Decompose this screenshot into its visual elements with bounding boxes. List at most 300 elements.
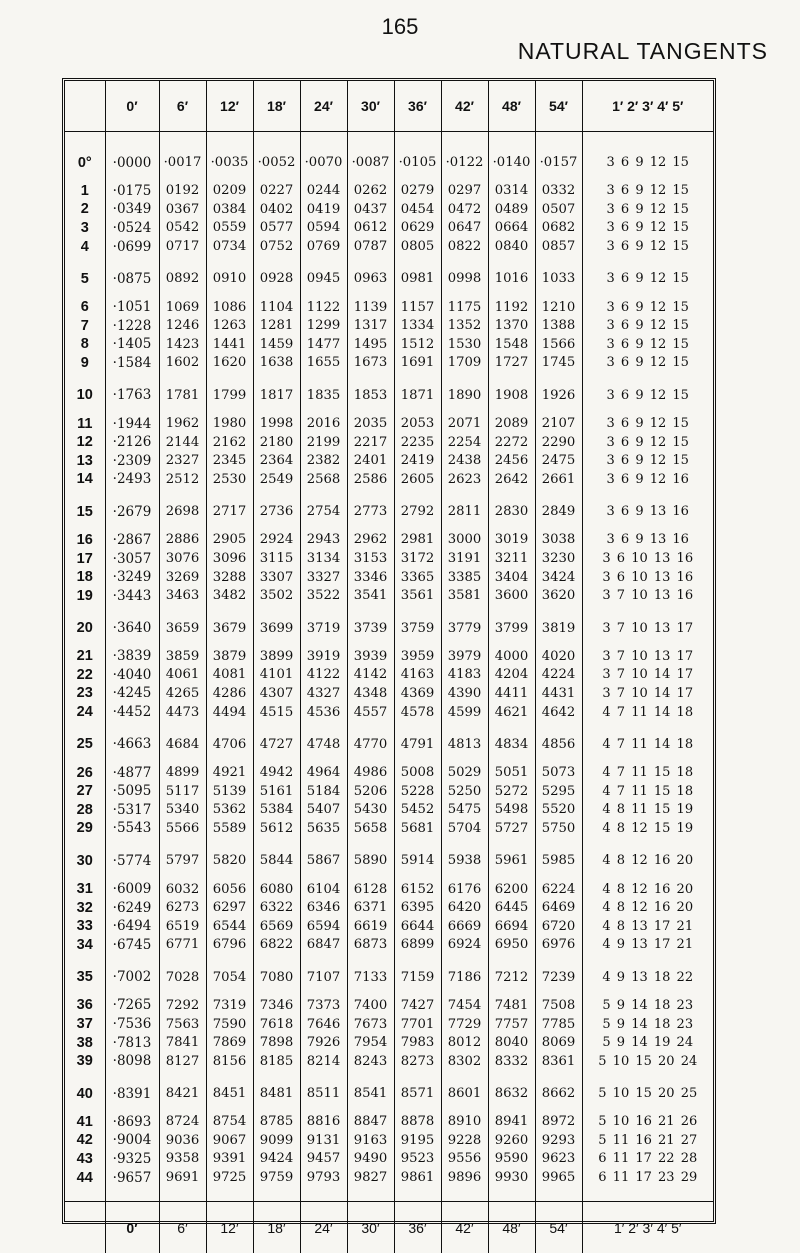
spacer-cell — [159, 1191, 206, 1202]
footer-minute: 30′ — [347, 1201, 394, 1253]
tangent-value: 7319 — [206, 996, 253, 1015]
tangent-value: 3385 — [441, 568, 488, 587]
table-row — [65, 958, 713, 996]
row-mean-differences: 5 9 14 18 23 — [582, 996, 713, 1015]
tangent-value: 7618 — [253, 1015, 300, 1034]
tangent-value: 0805 — [394, 237, 441, 256]
tangent-value: 1781 — [159, 376, 206, 414]
tangent-value: 1602 — [159, 354, 206, 373]
tangent-value: 4964 — [300, 763, 347, 782]
tangent-value: 1980 — [206, 414, 253, 433]
tangent-value: ·8098 — [105, 1052, 159, 1071]
tangent-value: 4265 — [159, 684, 206, 703]
tangent-value: 9067 — [206, 1131, 253, 1150]
table-row — [65, 414, 713, 433]
tangent-value: 1175 — [441, 298, 488, 317]
tangent-value: ·9657 — [105, 1168, 159, 1187]
row-degree: 37 — [76, 1016, 93, 1033]
tangent-value: 2419 — [394, 451, 441, 470]
tangent-value: 4684 — [159, 725, 206, 763]
tangent-value: 4557 — [347, 703, 394, 722]
footer-minute: 42′ — [441, 1201, 488, 1253]
table-row — [65, 609, 713, 647]
row-mean-differences: 3 6 9 13 16 — [582, 531, 713, 550]
tangent-value: 2530 — [206, 470, 253, 489]
tangent-value: 4599 — [441, 703, 488, 722]
tangent-value: 3134 — [300, 549, 347, 568]
table-row — [65, 703, 713, 722]
tangent-value: 5681 — [394, 819, 441, 838]
table-row — [65, 1075, 713, 1113]
tangent-value: 6346 — [300, 898, 347, 917]
tangent-value: 7186 — [441, 958, 488, 996]
tangent-value: 8069 — [535, 1033, 582, 1052]
row-mean-differences: 4 8 11 15 19 — [582, 801, 713, 820]
tangent-value: 3779 — [441, 609, 488, 647]
tangent-value: ·1763 — [105, 376, 159, 414]
row-degree: 18 — [76, 569, 93, 586]
table-row — [65, 451, 713, 470]
table-row — [65, 354, 713, 373]
tangent-value: 5161 — [253, 782, 300, 801]
tangent-value: 0454 — [394, 200, 441, 219]
tangent-value: 5938 — [441, 842, 488, 880]
tangent-value: 4578 — [394, 703, 441, 722]
row-degree: 17 — [76, 550, 93, 567]
tangent-value: 1033 — [535, 260, 582, 298]
tangent-value: 7054 — [206, 958, 253, 996]
tangent-value: 4621 — [488, 703, 535, 722]
tangent-value: 0472 — [441, 200, 488, 219]
tangent-value: ·0699 — [105, 237, 159, 256]
table-row — [65, 1015, 713, 1034]
tangent-value: 2016 — [300, 414, 347, 433]
row-degree: 22 — [76, 666, 93, 683]
tangent-value: 2981 — [394, 531, 441, 550]
tangent-value: 1139 — [347, 298, 394, 317]
tangent-value: 2943 — [300, 531, 347, 550]
tangent-value: 4856 — [535, 725, 582, 763]
tangent-value: 1998 — [253, 414, 300, 433]
tangent-value: 7869 — [206, 1033, 253, 1052]
tangent-value: 3919 — [300, 647, 347, 666]
tangent-value: 1745 — [535, 354, 582, 373]
row-degree: 36 — [76, 997, 93, 1014]
tangent-value: 2924 — [253, 531, 300, 550]
tangent-value: 9391 — [206, 1150, 253, 1169]
tangent-value: 1495 — [347, 335, 394, 354]
tangent-value: 8601 — [441, 1075, 488, 1113]
row-degree: 1 — [80, 182, 89, 199]
table-row — [65, 433, 713, 452]
tangent-value: 3000 — [441, 531, 488, 550]
header-minute: 18′ — [253, 81, 300, 131]
tangent-value: 6569 — [253, 917, 300, 936]
footer-minute: 0′ — [105, 1201, 159, 1253]
tangent-value: 1477 — [300, 335, 347, 354]
tangent-value: 6469 — [535, 898, 582, 917]
tangent-value: 5658 — [347, 819, 394, 838]
tangent-value: 0577 — [253, 219, 300, 238]
row-degree: 23 — [76, 685, 93, 702]
tangent-value: 2254 — [441, 433, 488, 452]
spacer-cell — [347, 1191, 394, 1202]
tangent-value: 5635 — [300, 819, 347, 838]
tangent-value: 5272 — [488, 782, 535, 801]
table-row — [65, 219, 713, 238]
tangent-value: 5820 — [206, 842, 253, 880]
tangent-value: 2623 — [441, 470, 488, 489]
tangent-value: ·5774 — [105, 842, 159, 880]
tangent-value: 9623 — [535, 1150, 582, 1169]
footer-minute: 12′ — [206, 1201, 253, 1253]
spacer-cell — [347, 131, 394, 144]
tangent-value: 8972 — [535, 1113, 582, 1132]
tangent-value: 5520 — [535, 801, 582, 820]
tangent-value: 3819 — [535, 609, 582, 647]
tangent-value: 4770 — [347, 725, 394, 763]
row-degree: 3 — [80, 219, 89, 236]
row-degree: 10 — [76, 387, 93, 404]
footer-corner — [65, 1201, 105, 1253]
tangent-value: 8040 — [488, 1033, 535, 1052]
row-mean-differences: 3 6 9 12 15 — [582, 237, 713, 256]
tangent-value: 4327 — [300, 684, 347, 703]
tangent-value: 0209 — [206, 182, 253, 201]
tangent-value: ·4452 — [105, 703, 159, 722]
row-degree: 7 — [80, 317, 89, 334]
tangent-value: 5407 — [300, 801, 347, 820]
row-mean-differences: 5 10 15 20 24 — [582, 1052, 713, 1071]
table-row — [65, 316, 713, 335]
tangent-value: 6694 — [488, 917, 535, 936]
tangent-value: 4813 — [441, 725, 488, 763]
tangent-value: 4515 — [253, 703, 300, 722]
row-degree: 35 — [76, 969, 93, 986]
tangent-value: 9759 — [253, 1168, 300, 1187]
tangent-value: 5475 — [441, 801, 488, 820]
tangent-value: 6395 — [394, 898, 441, 917]
tangent-value: ·2126 — [105, 433, 159, 452]
tangent-value: 9793 — [300, 1168, 347, 1187]
tangent-value: 1853 — [347, 376, 394, 414]
row-mean-differences: 4 8 12 15 19 — [582, 819, 713, 838]
tangent-value: 0981 — [394, 260, 441, 298]
tangent-value: 2401 — [347, 451, 394, 470]
header-corner — [65, 81, 105, 131]
tangent-value: 3230 — [535, 549, 582, 568]
tangent-value: ·1228 — [105, 316, 159, 335]
tangent-value: 1441 — [206, 335, 253, 354]
table-row — [65, 1033, 713, 1052]
row-mean-differences: 3 6 9 13 16 — [582, 493, 713, 531]
tangent-value: 4942 — [253, 763, 300, 782]
row-mean-differences: 3 6 9 12 15 — [582, 298, 713, 317]
tangent-value: ·2493 — [105, 470, 159, 489]
tangent-value: 9457 — [300, 1150, 347, 1169]
tangent-value: 3172 — [394, 549, 441, 568]
tangent-value: 4390 — [441, 684, 488, 703]
tangent-value: 7701 — [394, 1015, 441, 1034]
table-row — [65, 666, 713, 685]
row-mean-differences: 3 6 9 12 15 — [582, 219, 713, 238]
tangent-value: 7926 — [300, 1033, 347, 1052]
tangent-value: 2217 — [347, 433, 394, 452]
row-degree: 9 — [80, 354, 89, 371]
tangent-value: 6619 — [347, 917, 394, 936]
row-degree: 30 — [76, 852, 93, 869]
tangent-value: 1926 — [535, 376, 582, 414]
tangent-value: ·6494 — [105, 917, 159, 936]
tangent-value: 2475 — [535, 451, 582, 470]
tangent-value: ·0122 — [441, 144, 488, 182]
table-row — [65, 842, 713, 880]
tangent-value: 1388 — [535, 316, 582, 335]
row-mean-differences: 4 8 12 16 20 — [582, 898, 713, 917]
tangent-value: 8361 — [535, 1052, 582, 1071]
tangent-value: 8847 — [347, 1113, 394, 1132]
row-degree: 29 — [76, 820, 93, 837]
tangent-value: 4834 — [488, 725, 535, 763]
tangent-value: 5890 — [347, 842, 394, 880]
tangent-value: 1962 — [159, 414, 206, 433]
tangent-value: 1263 — [206, 316, 253, 335]
tangent-value: 9099 — [253, 1131, 300, 1150]
tangent-value: ·8391 — [105, 1075, 159, 1113]
row-degree: 13 — [76, 452, 93, 469]
tangent-value: 4307 — [253, 684, 300, 703]
row-mean-differences: 3 6 9 12 15 — [582, 414, 713, 433]
row-mean-differences: 3 6 9 12 16 — [582, 470, 713, 489]
table-row — [65, 237, 713, 256]
tangent-value: 2849 — [535, 493, 582, 531]
tangent-value: 4081 — [206, 666, 253, 685]
tangent-value: 4986 — [347, 763, 394, 782]
tangent-value: 0594 — [300, 219, 347, 238]
tangent-value: 2107 — [535, 414, 582, 433]
table-row — [65, 1113, 713, 1132]
tangent-value: 2180 — [253, 433, 300, 452]
tangent-value: 6056 — [206, 880, 253, 899]
table-row — [65, 801, 713, 820]
tangent-value: 7346 — [253, 996, 300, 1015]
tangent-value: 3959 — [394, 647, 441, 666]
tangent-value: 6224 — [535, 880, 582, 899]
tangent-value: 8785 — [253, 1113, 300, 1132]
row-degree: 40 — [76, 1085, 93, 1102]
tangent-value: ·6249 — [105, 898, 159, 917]
tangent-value: 1890 — [441, 376, 488, 414]
tangent-value: ·1051 — [105, 298, 159, 317]
tangent-value: 1620 — [206, 354, 253, 373]
row-degree: 27 — [76, 783, 93, 800]
tangent-value: 4899 — [159, 763, 206, 782]
tangent-value: 6644 — [394, 917, 441, 936]
row-degree: 20 — [76, 620, 93, 636]
tangent-value: 7983 — [394, 1033, 441, 1052]
tangent-value: 7454 — [441, 996, 488, 1015]
tangent-value: 6445 — [488, 898, 535, 917]
tangent-value: 0507 — [535, 200, 582, 219]
tangent-value: ·0087 — [347, 144, 394, 182]
tangent-value: 9590 — [488, 1150, 535, 1169]
tangent-value: 7239 — [535, 958, 582, 996]
tangent-value: 6371 — [347, 898, 394, 917]
row-mean-differences: 4 7 11 14 18 — [582, 725, 713, 763]
row-degree: 6 — [80, 299, 89, 316]
tangent-value: 2272 — [488, 433, 535, 452]
tangent-value: 4204 — [488, 666, 535, 685]
tangent-value: ·4877 — [105, 763, 159, 782]
tangent-value: 3038 — [535, 531, 582, 550]
row-mean-differences: 3 6 9 12 15 — [582, 451, 713, 470]
tangent-value: 9556 — [441, 1150, 488, 1169]
tangent-value: 8941 — [488, 1113, 535, 1132]
tangent-value: 5073 — [535, 763, 582, 782]
tangent-value: 1871 — [394, 376, 441, 414]
spacer-cell — [488, 131, 535, 144]
table-row — [65, 470, 713, 489]
row-degree: 31 — [76, 881, 93, 898]
tangent-value: 1835 — [300, 376, 347, 414]
tangent-value: 6822 — [253, 936, 300, 955]
table-row — [65, 898, 713, 917]
tangent-value: ·7002 — [105, 958, 159, 996]
table-row — [65, 298, 713, 317]
tangent-value: 6873 — [347, 936, 394, 955]
tangent-value: 7563 — [159, 1015, 206, 1034]
row-mean-differences: 3 7 10 13 17 — [582, 609, 713, 647]
tangent-value: 9131 — [300, 1131, 347, 1150]
tangent-value: 3096 — [206, 549, 253, 568]
tangent-value: 1299 — [300, 316, 347, 335]
tangent-value: 4122 — [300, 666, 347, 685]
tangent-value: 5498 — [488, 801, 535, 820]
tangent-value: 3979 — [441, 647, 488, 666]
tangent-value: ·0140 — [488, 144, 535, 182]
tangent-value: 0384 — [206, 200, 253, 219]
spacer-cell — [159, 131, 206, 144]
row-mean-differences: 6 11 17 22 28 — [582, 1150, 713, 1169]
tangent-value: 5295 — [535, 782, 582, 801]
tangent-value: 3346 — [347, 568, 394, 587]
tangent-value: 2605 — [394, 470, 441, 489]
tangent-value: 4791 — [394, 725, 441, 763]
row-degree: 28 — [76, 801, 93, 818]
tangent-value: 7133 — [347, 958, 394, 996]
tangent-value: ·5317 — [105, 801, 159, 820]
tangent-value: 8511 — [300, 1075, 347, 1113]
tangent-value: ·3839 — [105, 647, 159, 666]
tangent-value: ·0017 — [159, 144, 206, 182]
table-row — [65, 549, 713, 568]
tangent-value: 5228 — [394, 782, 441, 801]
tangent-value: 0419 — [300, 200, 347, 219]
tangent-value: 2586 — [347, 470, 394, 489]
tangent-value: 9523 — [394, 1150, 441, 1169]
tangent-value: 3759 — [394, 609, 441, 647]
footer-minute: 6′ — [159, 1201, 206, 1253]
tangent-value: 8632 — [488, 1075, 535, 1113]
tangent-value: 0489 — [488, 200, 535, 219]
row-mean-differences: 6 11 17 23 29 — [582, 1168, 713, 1187]
row-degree: 16 — [76, 531, 93, 548]
row-mean-differences: 4 8 13 17 21 — [582, 917, 713, 936]
tangent-value: 1512 — [394, 335, 441, 354]
tangent-value: 4411 — [488, 684, 535, 703]
footer-minute: 48′ — [488, 1201, 535, 1253]
row-degree: 12 — [76, 434, 93, 451]
tangent-value: 3939 — [347, 647, 394, 666]
tangent-value: 4706 — [206, 725, 253, 763]
tangent-value: 5961 — [488, 842, 535, 880]
tangent-value: ·3057 — [105, 549, 159, 568]
table-row — [65, 996, 713, 1015]
tangent-value: 6847 — [300, 936, 347, 955]
tangent-value: 3859 — [159, 647, 206, 666]
tangent-value: 1459 — [253, 335, 300, 354]
tangent-value: 3699 — [253, 609, 300, 647]
tangent-value: 2811 — [441, 493, 488, 531]
tangent-value: 0664 — [488, 219, 535, 238]
tangent-value: ·0524 — [105, 219, 159, 238]
row-degree: 21 — [76, 648, 93, 665]
tangent-value: 5117 — [159, 782, 206, 801]
tangent-value: 6322 — [253, 898, 300, 917]
tangent-value: 2199 — [300, 433, 347, 452]
tangent-value: 0787 — [347, 237, 394, 256]
tangent-value: 3019 — [488, 531, 535, 550]
tangent-value: 7646 — [300, 1015, 347, 1034]
table-row — [65, 684, 713, 703]
tangent-value: 6924 — [441, 936, 488, 955]
tangent-value: ·7813 — [105, 1033, 159, 1052]
tangent-value: 8214 — [300, 1052, 347, 1071]
tangent-value: 0612 — [347, 219, 394, 238]
table-row — [65, 200, 713, 219]
tangent-value: 6176 — [441, 880, 488, 899]
tangent-value: 6080 — [253, 880, 300, 899]
tangent-value: 4748 — [300, 725, 347, 763]
row-degree: 15 — [76, 503, 93, 520]
tangent-value: 8662 — [535, 1075, 582, 1113]
tangent-value: 7508 — [535, 996, 582, 1015]
row-degree: 2 — [80, 201, 89, 218]
spacer-cell — [488, 1191, 535, 1202]
tangent-value: 0892 — [159, 260, 206, 298]
row-mean-differences: 3 7 10 14 17 — [582, 666, 713, 685]
tangent-value: 7427 — [394, 996, 441, 1015]
tangent-value: 5844 — [253, 842, 300, 880]
tangent-value: 2568 — [300, 470, 347, 489]
tangent-value: 9163 — [347, 1131, 394, 1150]
tangent-value: 1908 — [488, 376, 535, 414]
tangent-value: 1016 — [488, 260, 535, 298]
tangent-value: 1122 — [300, 298, 347, 317]
tangent-value: 6796 — [206, 936, 253, 955]
table-row — [65, 647, 713, 666]
tangent-value: 7107 — [300, 958, 347, 996]
row-degree: 33 — [76, 918, 93, 935]
row-degree: 5 — [80, 270, 89, 287]
tangent-value: ·5543 — [105, 819, 159, 838]
tangent-value: 8451 — [206, 1075, 253, 1113]
tangent-value: ·2867 — [105, 531, 159, 550]
row-mean-differences: 5 10 15 20 25 — [582, 1075, 713, 1113]
spacer-cell — [441, 1191, 488, 1202]
table-row — [65, 586, 713, 605]
tangent-value: 0227 — [253, 182, 300, 201]
